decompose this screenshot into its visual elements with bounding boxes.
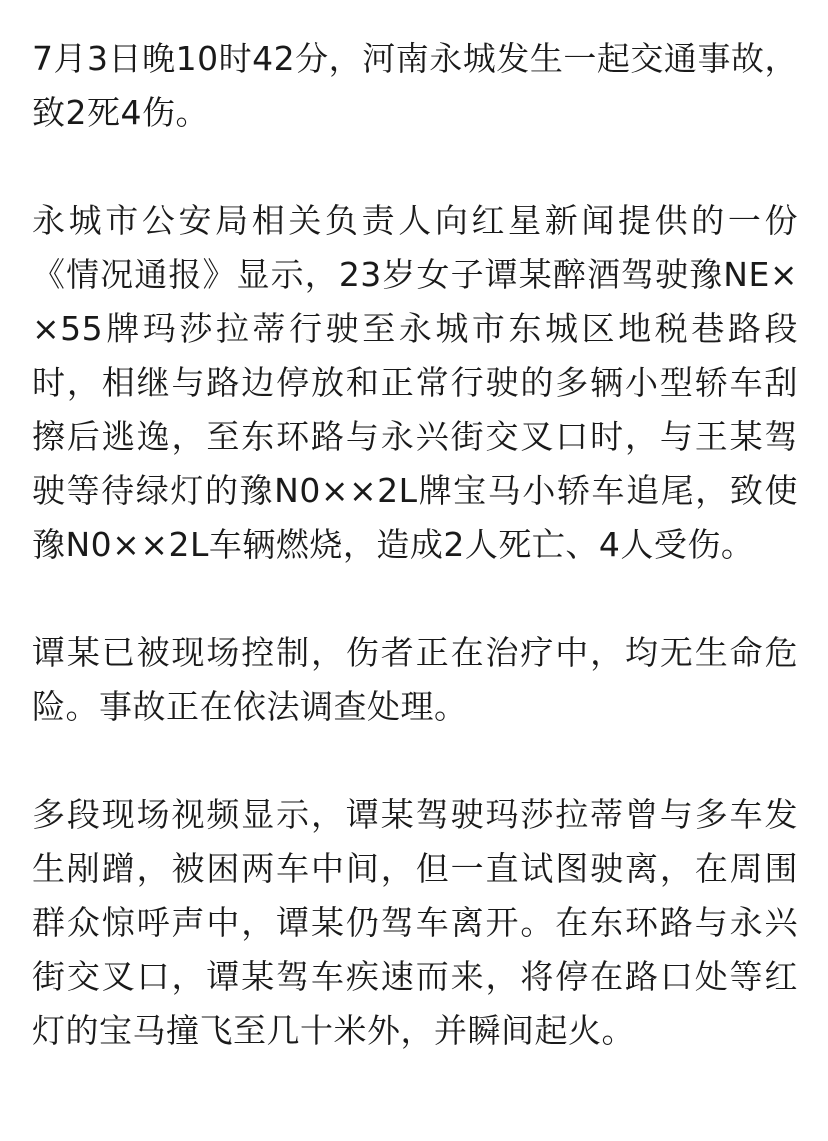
paragraph-accident-summary: 7月3日晚10时42分，河南永城发生一起交通事故，致2死4伤。 xyxy=(32,39,798,132)
paragraph-current-status: 谭某已被现场控制，伤者正在治疗中，均无生命危险。事故正在依法调查处理。 xyxy=(32,633,798,726)
paragraph-police-report: 永城市公安局相关负责人向红星新闻提供的一份《情况通报》显示，23岁女子谭某醉酒驾驶豫NE××55牌玛莎拉蒂行驶至永城市东城区地税巷路段时，相继与路边停放和正常行驶的多辆小型轿车刮擦后逃逸，至东环路与永兴街交叉口时，与王某驾驶等待绿灯的豫N0××2L牌宝马小轿车追尾，致使豫N0××2L车辆燃烧，造成2人死亡、4人受伤。 xyxy=(32,201,798,564)
article-body xyxy=(32,32,798,1058)
paragraph-video-description: 多段现场视频显示，谭某驾驶玛莎拉蒂曾与多车发生剐蹭，被困两车中间，但一直试图驶离，在周围群众惊呼声中，谭某仍驾车离开。在东环路与永兴街交叉口，谭某驾车疾速而来，将停在路口处等红灯的宝马撞飞至几十米外，并瞬间起火。 xyxy=(32,795,798,1050)
